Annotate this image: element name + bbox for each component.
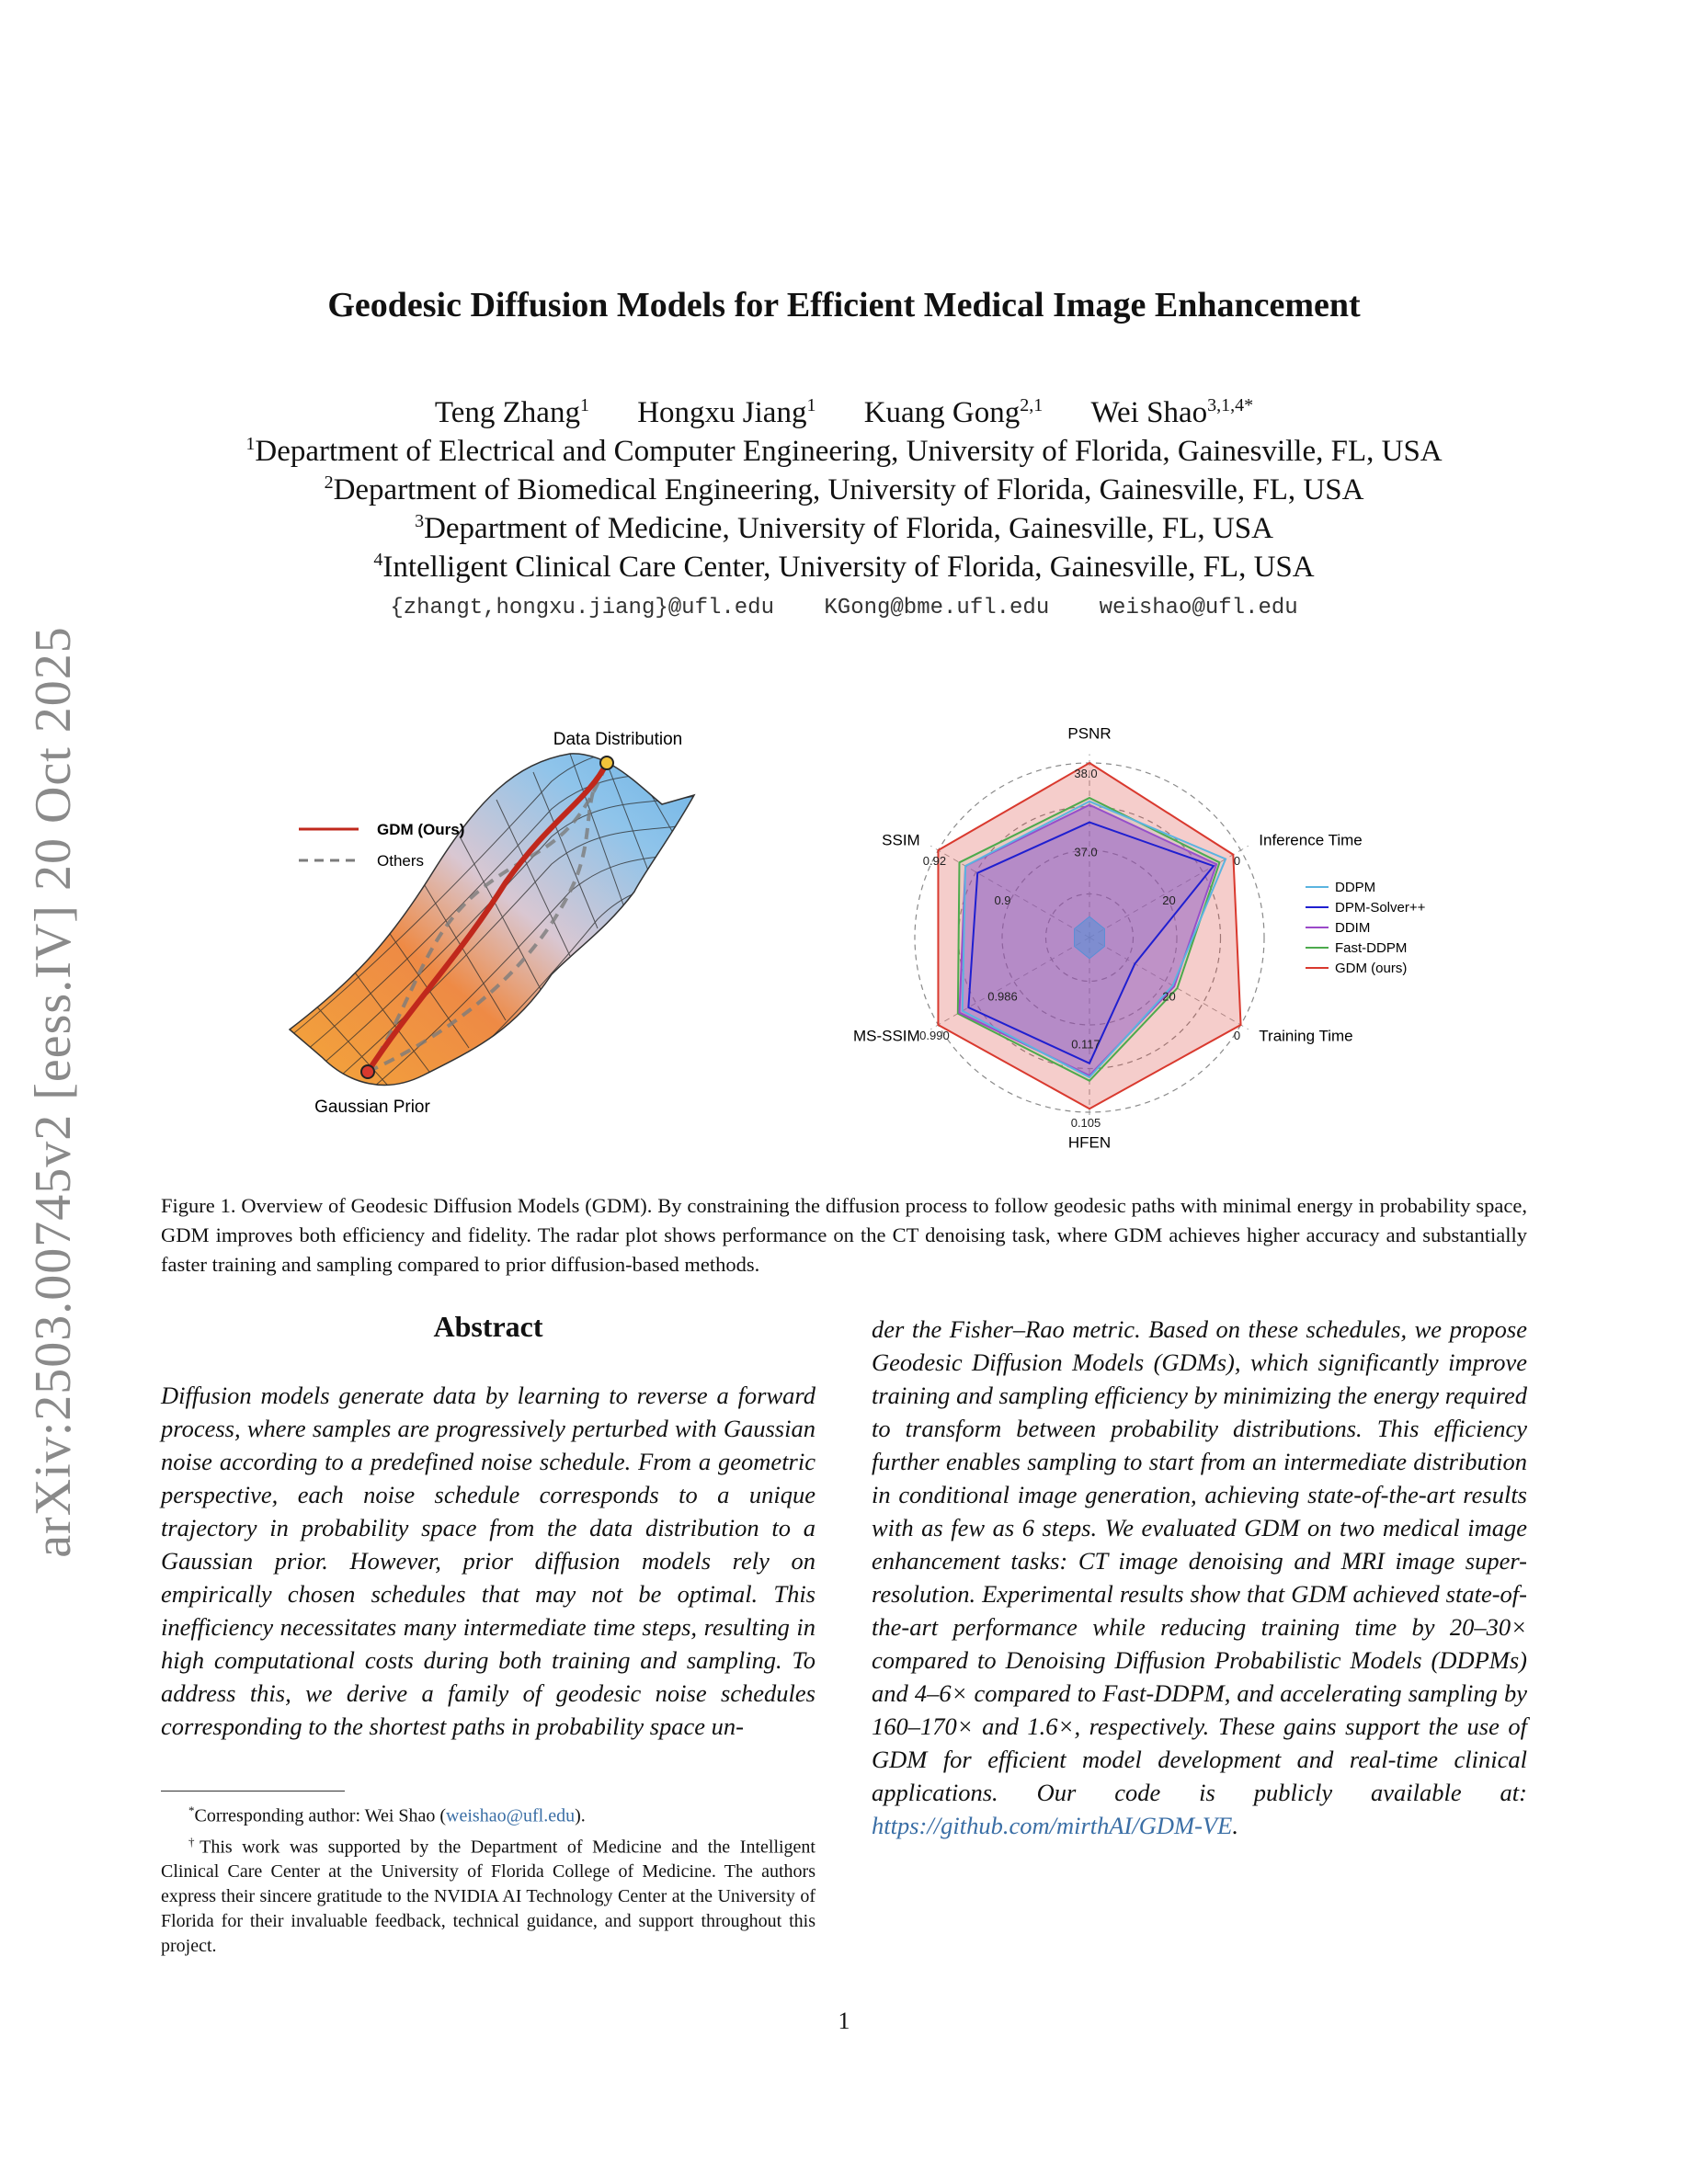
radar-axis-label: PSNR [1067,724,1112,743]
radar-tick-label: 20 [1162,893,1176,907]
code-link[interactable]: https://github.com/mirthAI/GDM-VE [872,1812,1233,1839]
radar-tick-label: 0.986 [987,989,1018,1004]
footnotes [161,1798,815,1959]
radar-legend [1306,880,1426,976]
radar-axis-label: Inference Time [1259,831,1363,849]
radar-chart [846,708,1426,1167]
email: weishao@ufl.edu [1099,596,1298,620]
footnote: †This work was supported by the Department of Medicine and the Intelligent Clinical Care Center at the University of Florida College of Medicine. The authors express their sincere gratitude to the NVIDIA AI Technology Center at the University of Florida for their invaluable feedback, technical guidance, and support throughout this project. [161,1834,815,1957]
email-list [0,596,1688,620]
gaussian-prior-label: Gaussian Prior [314,1098,430,1117]
figure-caption: Figure 1. Overview of Geodesic Diffusion Models (GDM). By constraining the diffusion process to follow geodesic paths with minimal energy in probability space, GDM improves both efficiency and fidelity. The radar plot shows performance on the CT denoising task, where GDM achieves higher accuracy and substantially faster training and sampling compared to prior diffusion-based methods. [161,1194,1527,1276]
radar-legend-label: GDM (ours) [1335,961,1408,976]
radar-series [938,763,1240,1109]
legend-others-label: Others [377,852,425,870]
email: {zhangt,hongxu.jiang}@ufl.edu [390,596,774,620]
abstract-text-left: Diffusion models generate data by learning to reverse a forward process, where samples are progressively perturbed with Gaussian noise according to a predefined noise schedule. From a geometric perspective, each noise schedule corresponds to a unique trajectory in probability space from the data distribution to a Gaussian prior. However, prior diffusion models rely on empirically chosen schedules that may not be optimal. This inefficiency necessitates many intermediate time steps, resulting in high computational costs during both training and sampling. To address this, we derive a family of geodesic noise schedules corresponding to the shortest paths in probability space un- [161,1382,815,1740]
radar-tick-label: 0 [1233,1029,1241,1042]
author: Kuang Gong$^{2,1}$ [863,395,1044,429]
radar-legend-label: Fast-DDPM [1335,940,1408,956]
radar-axis-label: Training Time [1259,1027,1353,1045]
radar-tick-label: 0.105 [1070,1116,1101,1130]
geodesic-surface-figure [276,726,791,1140]
radar-legend-label: DDPM [1335,880,1376,895]
legend-gdm-label: GDM (Ours) [377,821,465,838]
radar-axis-label: MS-SSIM [852,1027,920,1045]
gaussian-prior-point [361,1065,374,1078]
arxiv-sidebar-stamp: arXiv:2503.00745v2 [eess.IV] 20 Oct 2025 [25,626,82,1558]
footnote-rule [161,1791,345,1792]
author: Teng Zhang$^1$ [434,395,589,429]
radar-tick-label: 0.9 [994,893,1011,907]
radar-tick-label: 38.0 [1074,767,1098,780]
data-distribution-point [600,756,613,769]
radar-tick-label: 0 [1233,854,1241,868]
affiliation: $^3$Department of Medicine, University of Florida, Gainesville, FL, USA [415,511,1273,545]
abstract-heading: Abstract [433,1310,543,1343]
corresponding-email-link[interactable]: weishao@ufl.edu [446,1805,576,1826]
footnote: *Corresponding author: Wei Shao (weishao@ufl.edu). [188,1803,586,1826]
author: Hongxu Jiang$^1$ [637,395,816,429]
data-distribution-label: Data Distribution [553,730,683,749]
radar-tick-label: 20 [1162,989,1176,1004]
author-list [0,395,1688,430]
abstract-text-right: der the Fisher–Rao metric. Based on these schedules, we propose Geodesic Diffusion Models (GDMs), which significantly improve training and sampling efficiency by minimizing the energy required to transform between probability distributions. This efficiency further enables sampling to start from an intermediate distribution in conditional image generation, achieving state-of-the-art results with as few as 6 steps. We evaluated GDM on two medical image enhancement tasks: CT image denoising and MRI image super-resolution. Experimental results show that GDM achieved state-of-the-art performance while reducing training time by 20–30× compared to Denoising Diffusion Probabilistic Models (DDPMs) and 4–6× compared to Fast-DDPM, and accelerating sampling by 160–170× and 1.6×, respectively. These gains support the use of GDM for efficient model development and real-time clinical applications. Our code is publicly available at: https://github.com/mirthAI/GDM-VE. [872,1315,1527,1839]
radar-tick-label: 0.92 [922,854,947,868]
affiliation: $^4$Intelligent Clinical Care Center, University of Florida, Gainesville, FL, USA [373,550,1315,584]
radar-legend-label: DDIM [1335,920,1371,936]
radar-axis-label: HFEN [1067,1133,1112,1152]
affiliation: $^1$Department of Electrical and Computer Engineering, University of Florida, Gainesville, FL, USA [245,434,1443,468]
radar-tick-label: 0.117 [1071,1037,1101,1052]
email: KGong@bme.ufl.edu [824,596,1050,620]
radar-legend-label: DPM-Solver++ [1335,900,1426,916]
paper-title: Geodesic Diffusion Models for Efficient Medical Image Enhancement [327,286,1361,324]
radar-tick-label: 0.990 [919,1029,950,1042]
radar-tick-label: 37.0 [1074,845,1098,859]
radar-axis-label: SSIM [882,831,920,849]
author: Wei Shao$^{3,1,4*}$ [1090,395,1254,429]
page-number: 1 [838,2008,850,2034]
affiliation: $^2$Department of Biomedical Engineering, University of Florida, Gainesville, FL, USA [324,472,1364,506]
